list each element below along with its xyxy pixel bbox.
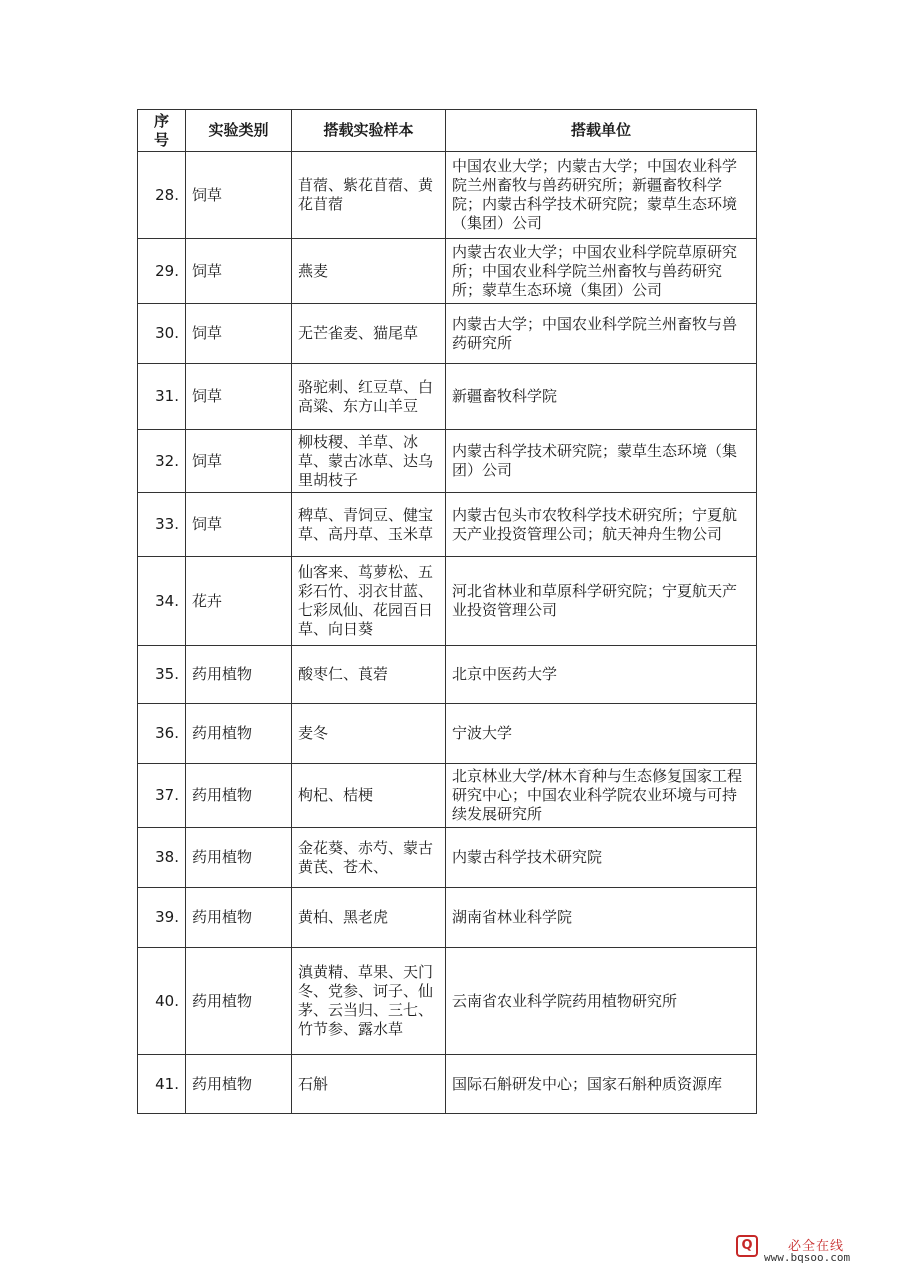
table-row: [138, 1055, 757, 1114]
row-number: 37.: [138, 764, 186, 828]
row-number: 36.: [138, 704, 186, 764]
row-category: 药用植物: [186, 704, 292, 764]
site-brand: 必全在线: [788, 1239, 845, 1254]
row-samples: 黄柏、黑老虎: [292, 888, 446, 948]
row-category: 饲草: [186, 430, 292, 493]
row-samples: 枸杞、桔梗: [292, 764, 446, 828]
row-units: 内蒙古大学；中国农业科学院兰州畜牧与兽药研究所: [446, 304, 757, 364]
table-row: [138, 239, 757, 304]
table-row: [138, 888, 757, 948]
header-seq: 序 号: [138, 110, 186, 152]
row-samples: 麦冬: [292, 704, 446, 764]
row-samples: 无芒雀麦、猫尾草: [292, 304, 446, 364]
row-category: 药用植物: [186, 1055, 292, 1114]
row-samples: 滇黄精、草果、天门冬、党参、诃子、仙茅、云当归、三七、竹节参、露水草: [292, 948, 446, 1055]
row-category: 饲草: [186, 304, 292, 364]
row-number: 32.: [138, 430, 186, 493]
row-number: 39.: [138, 888, 186, 948]
row-units: 新疆畜牧科学院: [446, 364, 757, 430]
row-category: 药用植物: [186, 888, 292, 948]
row-samples: 燕麦: [292, 239, 446, 304]
table-row: [138, 704, 757, 764]
row-category: 花卉: [186, 557, 292, 646]
row-category: 药用植物: [186, 828, 292, 888]
row-category: 药用植物: [186, 764, 292, 828]
row-number: 38.: [138, 828, 186, 888]
row-units: 内蒙古科学技术研究院；蒙草生态环境（集团）公司: [446, 430, 757, 493]
row-units: 国际石斛研发中心；国家石斛种质资源库: [446, 1055, 757, 1114]
table-row: [138, 364, 757, 430]
row-number: 34.: [138, 557, 186, 646]
row-category: 药用植物: [186, 948, 292, 1055]
row-number: 35.: [138, 646, 186, 704]
row-category: 药用植物: [186, 646, 292, 704]
row-units: 宁波大学: [446, 704, 757, 764]
row-category: 饲草: [186, 493, 292, 557]
row-number: 31.: [138, 364, 186, 430]
row-samples: 苜蓿、紫花苜蓿、黄花苜蓿: [292, 152, 446, 239]
table-row: [138, 304, 757, 364]
watermark-footer: [736, 1231, 886, 1267]
site-url: www.bqsoo.com: [764, 1251, 851, 1264]
row-number: 30.: [138, 304, 186, 364]
row-samples: 骆驼刺、红豆草、白高粱、东方山羊豆: [292, 364, 446, 430]
table-row: [138, 948, 757, 1055]
header-category: 实验类别: [186, 110, 292, 152]
row-samples: 稗草、青饲豆、健宝草、高丹草、玉米草: [292, 493, 446, 557]
row-units: 内蒙古农业大学；中国农业科学院草原研究所；中国农业科学院兰州畜牧与兽药研究所；蒙草生态环境（集团）公司: [446, 239, 757, 304]
row-units: 北京中医药大学: [446, 646, 757, 704]
row-samples: 金花葵、赤芍、蒙古黄芪、苍术、: [292, 828, 446, 888]
table-row: [138, 646, 757, 704]
row-number: 40.: [138, 948, 186, 1055]
table-row: [138, 764, 757, 828]
header-units: 搭载单位: [446, 110, 757, 152]
header-samples: 搭载实验样本: [292, 110, 446, 152]
site-logo-icon: Q: [736, 1235, 758, 1257]
row-units: 内蒙古包头市农牧科学技术研究所；宁夏航天产业投资管理公司；航天神舟生物公司: [446, 493, 757, 557]
row-units: 内蒙古科学技术研究院: [446, 828, 757, 888]
row-category: 饲草: [186, 239, 292, 304]
row-units: 北京林业大学/林木育种与生态修复国家工程研究中心；中国农业科学院农业环境与可持续发展研究所: [446, 764, 757, 828]
row-samples: 石斛: [292, 1055, 446, 1114]
row-units: 中国农业大学；内蒙古大学；中国农业科学院兰州畜牧与兽药研究所；新疆畜牧科学院；内蒙古科学技术研究院；蒙草生态环境（集团）公司: [446, 152, 757, 239]
row-units: 湖南省林业科学院: [446, 888, 757, 948]
row-number: 33.: [138, 493, 186, 557]
sample-table: [137, 109, 757, 1114]
table-row: [138, 828, 757, 888]
row-number: 29.: [138, 239, 186, 304]
row-number: 28.: [138, 152, 186, 239]
table-row: [138, 430, 757, 493]
table-row: [138, 493, 757, 557]
row-category: 饲草: [186, 364, 292, 430]
row-number: 41.: [138, 1055, 186, 1114]
row-units: 河北省林业和草原科学研究院；宁夏航天产业投资管理公司: [446, 557, 757, 646]
row-category: 饲草: [186, 152, 292, 239]
row-samples: 柳枝稷、羊草、冰草、蒙古冰草、达乌里胡枝子: [292, 430, 446, 493]
row-samples: 仙客来、茑萝松、五彩石竹、羽衣甘蓝、七彩凤仙、花园百日草、向日葵: [292, 557, 446, 646]
table-row: [138, 152, 757, 239]
table-row: [138, 557, 757, 646]
header-row: [138, 110, 757, 152]
row-samples: 酸枣仁、莨菪: [292, 646, 446, 704]
row-units: 云南省农业科学院药用植物研究所: [446, 948, 757, 1055]
